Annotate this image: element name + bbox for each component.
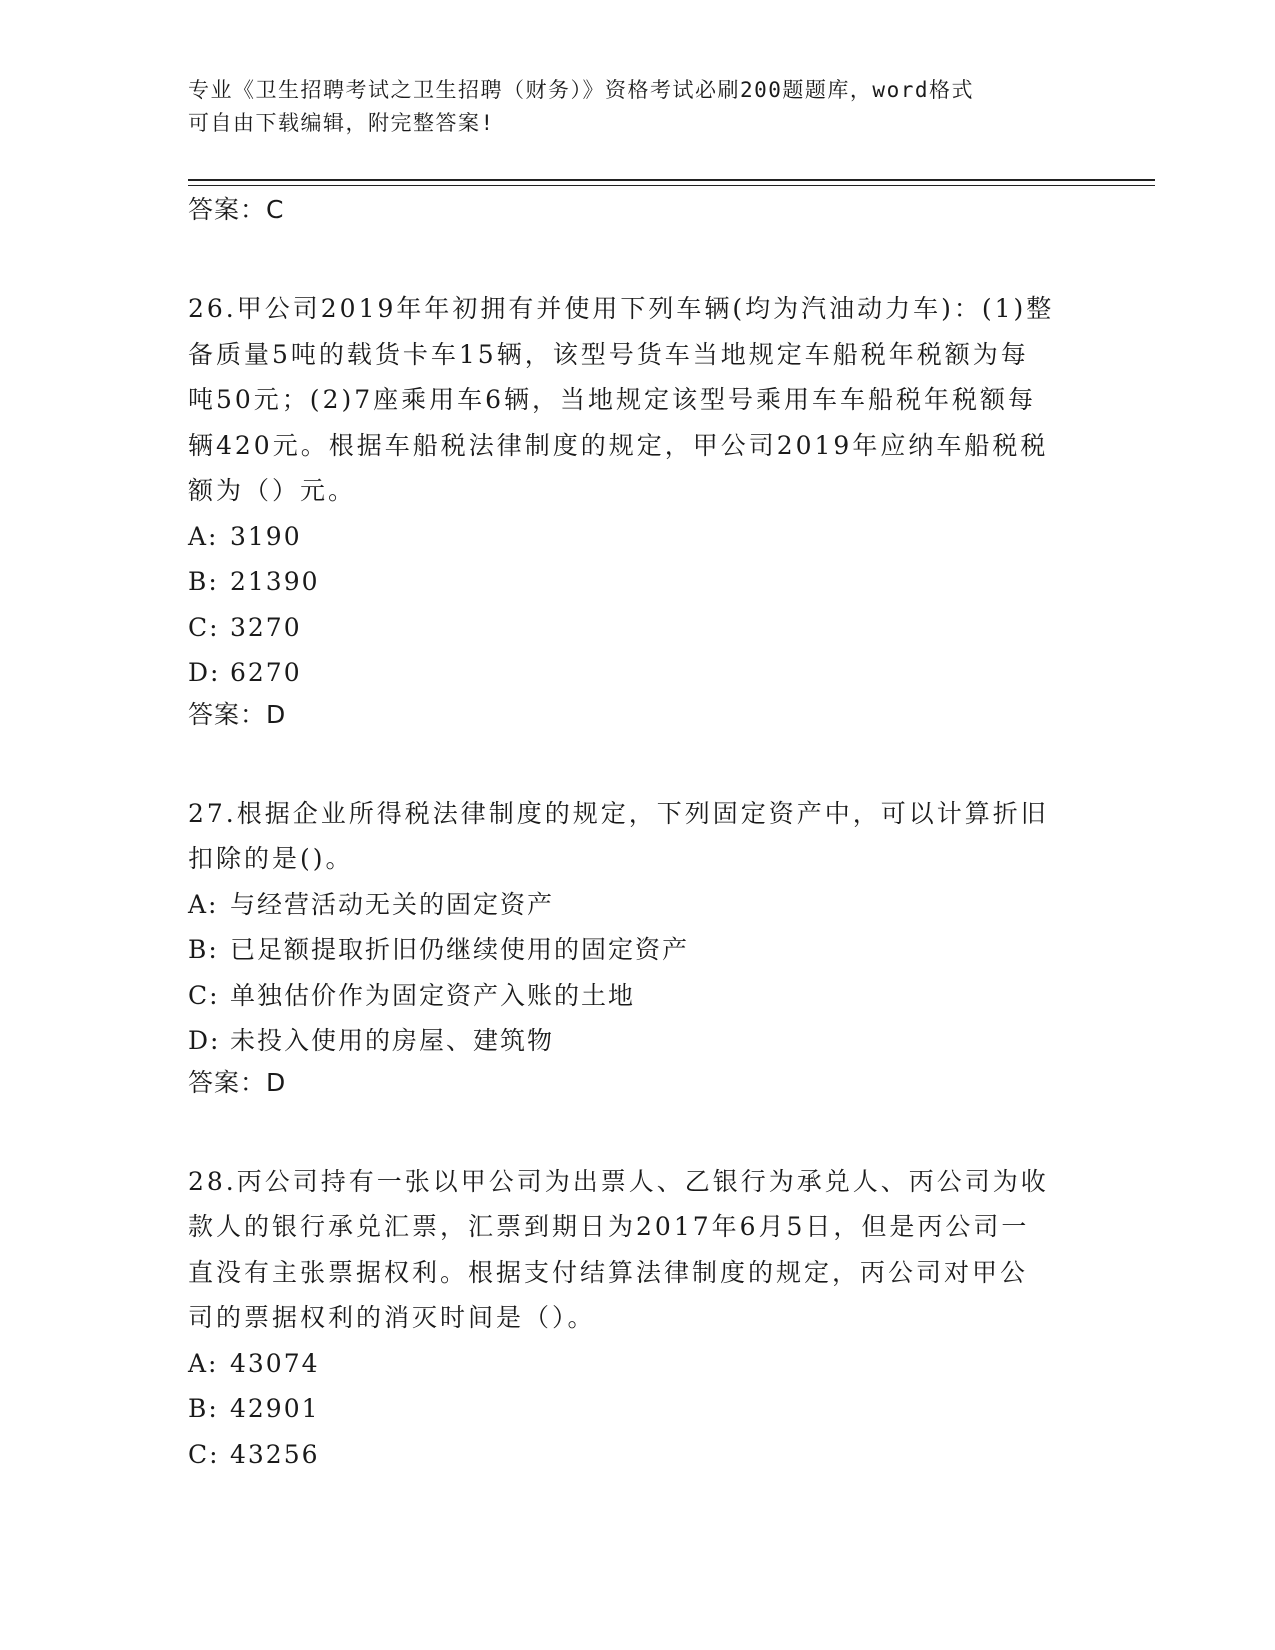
option-key: A:: [188, 521, 219, 551]
question-text-line: 吨50元；(2)7座乘用车6辆，当地规定该型号乘用车车船税年税额每: [188, 385, 1037, 414]
question-text-line: 款人的银行承兑汇票，汇票到期日为2017年6月5日，但是丙公司一: [188, 1212, 1030, 1241]
option-key: C:: [188, 612, 220, 642]
option-key: C:: [188, 980, 220, 1010]
option-key: B:: [188, 567, 219, 596]
option-key: B:: [188, 935, 219, 964]
option-b: [188, 559, 1088, 605]
option-text: 3270: [230, 612, 302, 642]
option-key: A:: [188, 889, 219, 919]
question-27: [188, 791, 1088, 882]
question-28: [188, 1159, 1088, 1341]
option-text: 单独估价作为固定资产入账的土地: [230, 980, 636, 1010]
option-text: 3190: [230, 521, 302, 551]
option-text: 与经营活动无关的固定资产: [230, 889, 555, 919]
option-c: [188, 973, 1088, 1019]
option-key: A:: [188, 1348, 219, 1378]
option-key: B:: [188, 1394, 219, 1423]
option-text: 42901: [230, 1394, 320, 1423]
option-a: [188, 882, 1088, 928]
option-c: [188, 1432, 1088, 1478]
option-b: [188, 927, 1088, 973]
option-text: 6270: [230, 658, 302, 687]
question-text-line: 备质量5吨的载货卡车15辆，该型号货车当地规定车船税年税额为每: [188, 339, 1029, 369]
option-text: 21390: [230, 567, 320, 596]
question-text-line: 扣除的是()。: [188, 844, 354, 873]
header-line-1: 专业《卫生招聘考试之卫生招聘（财务）》资格考试必刷200题题库，word格式: [188, 78, 974, 102]
document-body: [188, 193, 1088, 1477]
question-26: [188, 286, 1088, 514]
option-text: 未投入使用的房屋、建筑物: [230, 1026, 555, 1055]
option-text: 43256: [230, 1439, 320, 1469]
header-divider-thick: [188, 179, 1155, 181]
option-d: [188, 650, 1088, 696]
document-header: [188, 74, 1088, 140]
option-key: C:: [188, 1439, 220, 1469]
option-c: [188, 605, 1088, 651]
question-text-line: 司的票据权利的消灭时间是（）。: [188, 1303, 596, 1332]
previous-answer: 答案：C: [188, 195, 285, 224]
option-a: [188, 514, 1088, 560]
option-b: [188, 1386, 1088, 1432]
header-divider-thin: [188, 185, 1155, 186]
option-d: [188, 1018, 1088, 1064]
answer-26: 答案：D: [188, 699, 287, 729]
question-text-line: 28.丙公司持有一张以甲公司为出票人、乙银行为承兑人、丙公司为收: [188, 1166, 1049, 1196]
option-a: [188, 1341, 1088, 1387]
option-text: 43074: [230, 1348, 320, 1378]
option-key: D:: [188, 658, 221, 687]
question-text-line: 26.甲公司2019年年初拥有并使用下列车辆(均为汽油动力车)：(1)整: [188, 294, 1055, 323]
header-line-2: 可自由下载编辑，附完整答案!: [188, 111, 495, 135]
option-key: D:: [188, 1026, 221, 1055]
answer-27: 答案：D: [188, 1067, 287, 1097]
question-text-line: 直没有主张票据权利。根据支付结算法律制度的规定，丙公司对甲公: [188, 1257, 1029, 1287]
option-text: 已足额提取折旧仍继续使用的固定资产: [230, 935, 690, 964]
question-text-line: 额为（）元。: [188, 476, 357, 505]
question-text-line: 27.根据企业所得税法律制度的规定，下列固定资产中，可以计算折旧: [188, 798, 1049, 828]
question-text-line: 辆420元。根据车船税法律制度的规定，甲公司2019年应纳车船税税: [188, 430, 1049, 460]
